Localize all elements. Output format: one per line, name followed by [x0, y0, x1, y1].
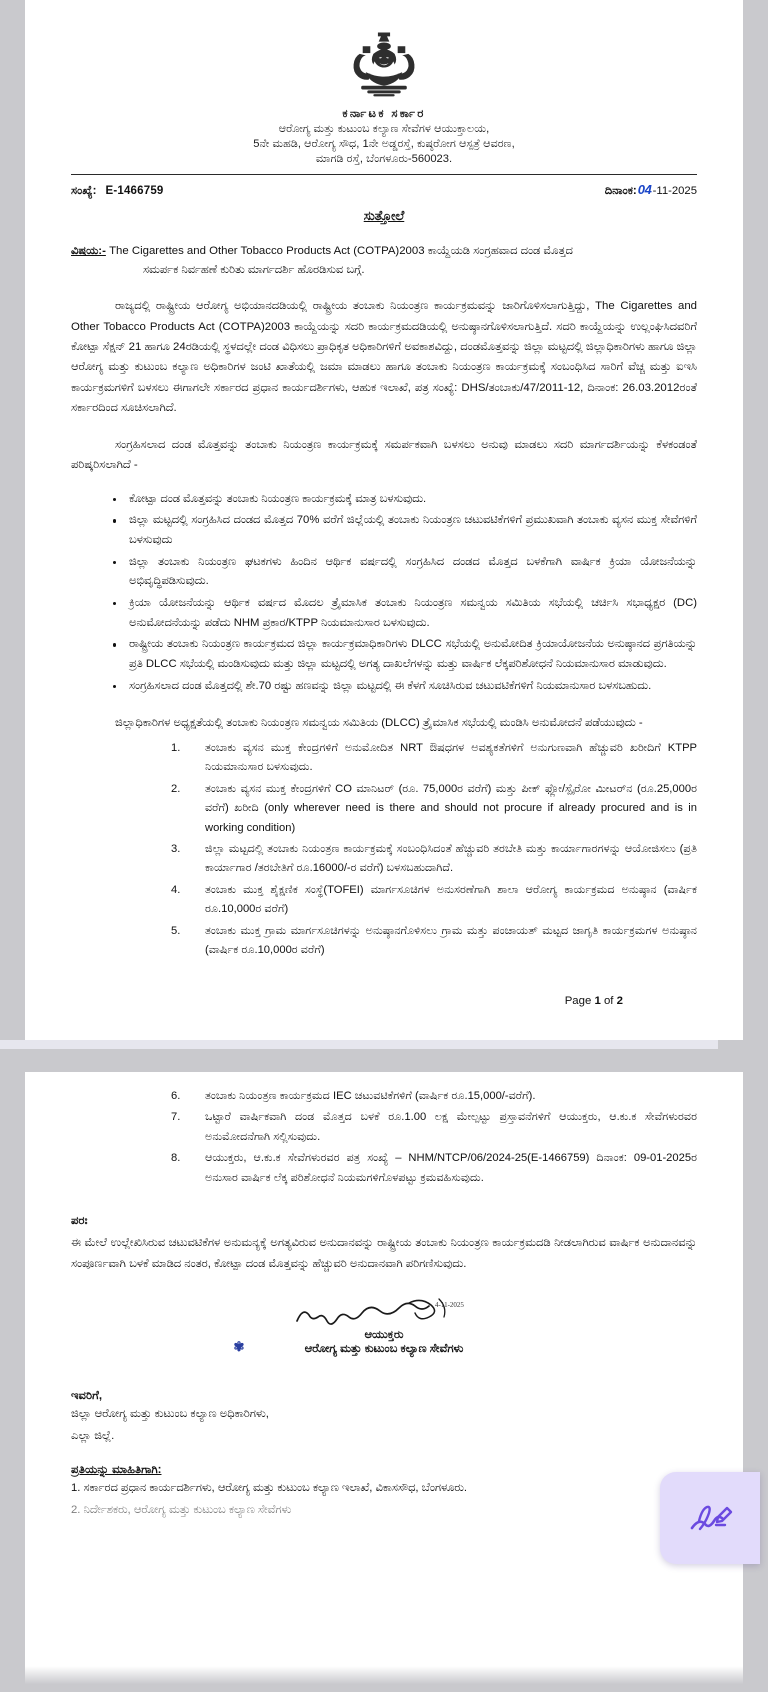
date-label: ದಿನಾಂಕ: — [604, 185, 637, 198]
list-item: ಸಂಗ್ರಹಿಸಲಾದ ದಂಡ ಮೊತ್ತದಲ್ಲಿ ಶೇ.70 ರಷ್ಟು ಹಣವನ್ನು ಜಿಲ್ಲಾ ಮಟ್ಟದಲ್ಲಿ ಈ ಕೆಳಗೆ ಸೂಚಿಸಿರುವ ಚಟುವಟಿಕೆಗಳಿಗೆ ನಿಯಮಾನುಸಾರ ಬಳಸಬಹುದು. — [111, 677, 697, 697]
distribution-line-2: ಎಲ್ಲಾ ಜಿಲ್ಲೆ. — [71, 1429, 115, 1442]
list-item: ಕೋಟ್ಪಾ ದಂಡ ಮೊತ್ತವನ್ನು ತಂಬಾಕು ನಿಯಂತ್ರಣ ಕಾರ್ಯಕ್ರಮಕ್ಕೆ ಮಾತ್ರ ಬಳಸುವುದು. — [111, 490, 697, 510]
page-footer-current: 1 — [594, 994, 601, 1007]
list-item: ಜಿಲ್ಲಾ ಮಟ್ಟದಲ್ಲಿ ಸಂಗ್ರಹಿಸಿದ ದಂಡದ ಮೊತ್ತದ 70% ವರೆಗೆ ಜಿಲ್ಲೆಯಲ್ಲಿ ತಂಬಾಕು ನಿಯಂತ್ರಣ ಚಟುವಟಿಕೆಗಳಿಗೆ ಪ್ರಮುಖವಾಗಿ ತಂಬಾಕು ವ್ಯಸನ ಮುಕ್ತ ಸೇವೆಗಳಿಗೆ ಬಳಸುವುದು — [111, 511, 697, 550]
closing-paragraph: ಈ ಮೇಲೆ ಉಲ್ಲೇಖಿಸಿರುವ ಚಟುವಟಿಕೆಗಳ ಅನುಮನ್ಯಕ್ಕೆ ಅಗತ್ಯವಿರುವ ಅನುದಾನವನ್ನು ರಾಷ್ಟ್ರೀಯ ತಂಬಾಕು ನಿಯಂತ್ರಣ ಕಾರ್ಯಕ್ರಮದಡಿ ನೀಡಲಾಗಿರುವ ವಾರ್ಷಿಕ ಅನುದಾನವನ್ನು ಸಂಪೂರ್ಣವಾಗಿ ಬಳಕೆ ಮಾಡಿದ ನಂತರ, ಕೋಟ್ಪಾ ದಂಡ ಮೊತ್ತವನ್ನು ಹೆಚ್ಚುವರಿ ಅನುದಾನವಾಗಿ ಪರಿಗಣಿಸುವುದು. — [71, 1237, 697, 1271]
org-line-1: ಕರ್ನಾಟಕ ಸರ್ಕಾರ — [342, 108, 426, 120]
page-separator — [0, 1040, 743, 1072]
svg-text:4-11-2025: 4-11-2025 — [435, 1300, 464, 1309]
list-item: ತಂಬಾಕು ವ್ಯಸನ ಮುಕ್ತ ಕೇಂದ್ರಗಳಿಗೆ CO ಮಾನಿಟರ್ (ರೂ. 75,000ರ ವರೆಗೆ) ಮತ್ತು ಪೀಕ್ ಫ್ಲೋ/ಸ್ಪೈರೋ ಮೀಟರ್‌ನ (ರೂ.25,000ರ ವರೆಗೆ) ಖರೀದಿ (only wherever need is there and should not procure if already procured and is in working condition) — [205, 782, 697, 834]
subject-text-line1: The Cigarettes and Other Tobacco Products Act (COTPA)2003 ಕಾಯ್ದೆಯಡಿ ಸಂಗ್ರಹವಾದ ದಂಡ ಮೊತ್ತದ — [109, 245, 573, 258]
approved-activities-list-page1 — [71, 739, 697, 961]
distribution-heading: ಇವರಿಗೆ, — [71, 1388, 103, 1402]
closing-label: ಪರಃ — [71, 1214, 88, 1228]
list-item: ತಂಬಾಕು ಮುಕ್ತ ಶೈಕ್ಷಣಿಕ ಸಂಸ್ಥೆ(TOFEI) ಮಾರ್ಗಸೂಚಿಗಳ ಅನುಸರಣೆಗಾಗಿ ಶಾಲಾ ಆರೋಗ್ಯ ಕಾರ್ಯಕ್ರಮದ ಅನುಷ್ಠಾನ (ವಾರ್ಷಿಕ ರೂ.10,000ರ ವರೆಗೆ) — [205, 883, 697, 916]
subject-block — [71, 242, 697, 279]
org-line-3: 5ನೇ ಮಹಡಿ, ಆರೋಗ್ಯ ಸೌಧ, 1ನೇ ಅಡ್ಡರಸ್ತೆ, ಕುಷ್ಠರೋಗ ಆಸ್ಪತ್ರೆ ಆವರಣ, — [253, 138, 515, 151]
handwritten-signature — [289, 1293, 479, 1333]
emblem-container — [25, 22, 743, 104]
org-line-4: ಮಾಗಡಿ ರಸ್ತೆ, ಬೆಂಗಳೂರು-560023. — [315, 153, 453, 166]
sign-document-button[interactable] — [660, 1472, 760, 1564]
page-footer-middle: of — [600, 994, 617, 1007]
header-divider — [71, 174, 697, 175]
org-line-2: ಆರೋಗ್ಯ ಮತ್ತು ಕುಟುಂಬ ಕಲ್ಯಾಣ ಸೇವೆಗಳ ಆಯುಕ್ತಾಲಯ, — [278, 123, 490, 136]
body-paragraph-2: ಸಂಗ್ರಹಿಸಲಾದ ದಂಡ ಮೊತ್ತವನ್ನು ತಂಬಾಕು ನಿಯಂತ್ರಣ ಕಾರ್ಯಕ್ರಮಕ್ಕೆ ಸಮರ್ಪಕವಾಗಿ ಬಳಸಲು ಅನುವು ಮಾಡಲು ಸದರಿ ಮಾರ್ಗದರ್ಶಿಯನ್ನು ಕೆಳಕಂಡಂತೆ ಪರಿಷ್ಕರಿಸಲಾಗಿದೆ - — [71, 439, 697, 472]
signatory-designation — [71, 1338, 697, 1356]
copy-to-line-2: 2. ನಿರ್ದೇಶಕರು, ಆರೋಗ್ಯ ಮತ್ತು ಕುಟುಂಬ ಕಲ್ಯಾಣ ಸೇವೆಗಳು — [71, 1503, 292, 1516]
date-remainder: -11-2025 — [652, 185, 697, 198]
pen-signature-icon — [687, 1495, 733, 1541]
organization-header — [25, 107, 743, 167]
signature-scribble-icon — [289, 1293, 479, 1333]
list-item: ರಾಷ್ಟ್ರೀಯ ತಂಬಾಕು ನಿಯಂತ್ರಣ ಕಾರ್ಯಕ್ರಮದ ಜಿಲ್ಲಾ ಕಾರ್ಯಕ್ರಮಾಧಿಕಾರಿಗಳು DLCC ಸಭೆಯಲ್ಲಿ ಅನುಮೋದಿತ ಕ್ರಿಯಾಯೋಜನೆಯ ಅನುಷ್ಠಾನದ ಪ್ರಗತಿಯನ್ನು ಪ್ರತಿ DLCC ಸಭೆಯಲ್ಲಿ ಮಂಡಿಸುವುದು ಮತ್ತು ಜಿಲ್ಲಾ ಮಟ್ಟದಲ್ಲಿ ಅಗತ್ಯ ದಾಖಲೆಗಳನ್ನು ಮತ್ತು ವಾರ್ಷಿಕ ಲೆಕ್ಕಪರಿಶೋಧನೆ ನಿಯಮಾನುಸಾರ ಮಾಡುವುದು. — [111, 635, 697, 674]
signature-area — [71, 1293, 697, 1367]
list-item: ಜಿಲ್ಲಾ ತಂಬಾಕು ನಿಯಂತ್ರಣ ಘಟಕಗಳು ಹಿಂದಿನ ಆರ್ಥಿಕ ವರ್ಷದಲ್ಲಿ ಸಂಗ್ರಹಿಸಿದ ದಂಡದ ಮೊತ್ತದ ಬಳಕೆಗಾಗಿ ವಾರ್ಷಿಕ ಕ್ರಿಯಾ ಯೋಜನೆಯನ್ನು ಅಭಿವೃದ್ಧಿಪಡಿಸುವುದು. — [111, 553, 697, 592]
reference-date-row — [71, 182, 697, 198]
reference-block — [71, 185, 164, 198]
list-item: ಕ್ರಿಯಾ ಯೋಜನೆಯನ್ನು ಆರ್ಥಿಕ ವರ್ಷದ ಮೊದಲ ತ್ರೈಮಾಸಿಕ ತಂಬಾಕು ನಿಯಂತ್ರಣ ಸಮನ್ವಯ ಸಮಿತಿಯ ಸಭೆಯಲ್ಲಿ ಚರ್ಚಿಸಿ ಸಭಾಧ್ಯಕ್ಷರ (DC) ಅನುಮೋದನೆಯನ್ನು ಪಡೆದು NHM ಪ್ರಕಾರ/KTPP ನಿಯಮಾನುಸಾರ ಬಳಸುವುದು. — [111, 594, 697, 633]
reference-number: E-1466759 — [105, 185, 164, 198]
copy-to-heading: ಪ್ರತಿಯನ್ನು ಮಾಹಿತಿಗಾಗಿ: — [71, 1464, 162, 1477]
subject-text-line2: ಸಮರ್ಪಕ ನಿರ್ವಹಣೆ ಕುರಿತು ಮಾರ್ಗದರ್ಶಿ ಹೊರಡಿಸುವ ಬಗ್ಗೆ. — [143, 263, 365, 276]
official-seal-icon: ✾ — [233, 1338, 245, 1354]
document-title: ಸುತ್ತೋಲೆ — [363, 208, 405, 224]
karnataka-state-emblem-icon — [338, 28, 430, 104]
distribution-line-1: ಜಿಲ್ಲಾ ಆರೋಗ್ಯ ಮತ್ತು ಕುಟುಂಬ ಕಲ್ಯಾಣ ಅಧಿಕಾರಿಗಳು, — [71, 1407, 269, 1420]
document-page-2 — [25, 1072, 743, 1692]
reference-label: ಸಂಖ್ಯೆ: — [71, 185, 97, 198]
handwritten-date-day: 04 — [637, 182, 652, 198]
document-page-1 — [25, 0, 743, 1040]
page-footer-total: 2 — [616, 994, 623, 1007]
body-paragraph-3: ಜಿಲ್ಲಾಧಿಕಾರಿಗಳ ಅಧ್ಯಕ್ಷತೆಯಲ್ಲಿ ತಂಬಾಕು ನಿಯಂತ್ರಣ ಸಮನ್ವಯ ಸಮಿತಿಯ (DLCC) ತ್ರೈಮಾಸಿಕ ಸಭೆಯಲ್ಲಿ ಮಂಡಿಸಿ ಅನುಮೋದನೆ ಪಡೆಯುವುದು - — [115, 717, 643, 730]
list-item: ಆಯುಕ್ತರು, ಆ.ಕು.ಕ ಸೇವೆಗಳುರವರ ಪತ್ರ ಸಂಖ್ಯೆ – NHM/NTCP/06/2024-25(E-1466759) ದಿನಾಂಕ: 09-01-2025ರ ಅನುಸಾರ ವಾರ್ಷಿಕ ಲೆಕ್ಕ ಪರಿಶೋಧನೆ ನಿಯಮಗಳಿಗೊಳಪಟ್ಟು ಕ್ರಮವಹಿಸುವುದು. — [205, 1152, 697, 1184]
list-item: ಒಟ್ಟಾರೆ ವಾರ್ಷಿಕವಾಗಿ ದಂಡ ಮೊತ್ತದ ಬಳಕೆ ರೂ.1.00 ಲಕ್ಷ ಮೇಲ್ಪಟ್ಟು ಪ್ರಸ್ತಾವನೆಗಳಿಗೆ ಆಯುಕ್ತರು, ಆ.ಕು.ಕ ಸೇವೆಗಳುರವರ ಅನುಮೋದನೆಗಾಗಿ ಸಲ್ಲಿಸುವುದು. — [205, 1111, 697, 1143]
guidelines-bullet-list — [71, 490, 697, 697]
list-item: ತಂಬಾಕು ನಿಯಂತ್ರಣ ಕಾರ್ಯಕ್ರಮದ IEC ಚಟುವಟಿಕೆಗಳಿಗೆ (ವಾರ್ಷಿಕ ರೂ.15,000/-ವರೆಗೆ). — [205, 1090, 536, 1102]
page-footer-prefix: Page — [564, 994, 595, 1007]
list-item: ತಂಬಾಕು ಮುಕ್ತ ಗ್ರಾಮ ಮಾರ್ಗಸೂಚಿಗಳನ್ನು ಅನುಷ್ಠಾನಗೊಳಿಸಲು ಗ್ರಾಮ ಮತ್ತು ಪಂಚಾಯತ್ ಮಟ್ಟದ ಜಾಗೃತಿ ಕಾರ್ಯಕ್ರಮಗಳ ಅನುಷ್ಠಾನ (ವಾರ್ಷಿಕ ರೂ.10,000ರ ವರೆಗೆ) — [205, 924, 697, 957]
page-number-footer — [71, 995, 697, 1007]
copy-to-line-1: 1. ಸರ್ಕಾರದ ಪ್ರಧಾನ ಕಾರ್ಯದರ್ಶಿಗಳು, ಆರೋಗ್ಯ ಮತ್ತು ಕುಟುಂಬ ಕಲ್ಯಾಣ ಇಲಾಖೆ, ವಿಕಾಸಸೌಧ, ಬೆಂಗಳೂರು. — [71, 1482, 468, 1495]
signatory-name: ಆಯುಕ್ತರು — [364, 1328, 404, 1341]
subject-label: ವಿಷಯ:- — [71, 245, 106, 258]
date-block — [605, 182, 697, 198]
list-item: ತಂಬಾಕು ವ್ಯಸನ ಮುಕ್ತ ಕೇಂದ್ರಗಳಿಗೆ ಅನುಮೋದಿತ NRT ಔಷಧಗಳ ಅವಶ್ಯಕತೆಗಳಿಗೆ ಅನುಗುಣವಾಗಿ ಹೆಚ್ಚುವರಿ ಖರೀದಿಗೆ KTPP ನಿಯಮಾನುಸಾರ ಬಳಸುವುದು. — [205, 741, 697, 774]
signatory-designation-text: ಆರೋಗ್ಯ ಮತ್ತು ಕುಟುಂಬ ಕಲ್ಯಾಣ ಸೇವೆಗಳು — [304, 1342, 464, 1355]
body-paragraph-1: ರಾಜ್ಯದಲ್ಲಿ ರಾಷ್ಟ್ರೀಯ ಆರೋಗ್ಯ ಅಭಿಯಾನದಡಿಯಲ್ಲಿ ರಾಷ್ಟ್ರೀಯ ತಂಬಾಕು ನಿಯಂತ್ರಣ ಕಾರ್ಯಕ್ರಮವನ್ನು ಜಾರಿಗೊಳಿಸಲಾಗುತ್ತಿದ್ದು, The Cigarettes and Other Tobacco Products Act (COTPA)2003 ಕಾಯ್ದೆಯನ್ನು ಸದರಿ ಕಾರ್ಯಕ್ರಮದಡಿಯಲ್ಲಿ ಅನುಷ್ಠಾನಗೊಳಿಸಲಾಗುತ್ತಿದೆ. ಸದರಿ ಕಾಯ್ದೆಯನ್ನು ಉಲ್ಲಂಘಿಸಿದವರಿಗೆ ಕೋಟ್ಪಾ ಸೆಕ್ಷನ್ 21 ಹಾಗೂ 24ರಡಿಯಲ್ಲಿ ಸ್ಥಳದಲ್ಲೇ ದಂಡ ವಿಧಿಸಲು ಪ್ರಾಧಿಕೃತ ಅಧಿಕಾರಿಗಳಿಗೆ ಅವಕಾಶವಿದ್ದು, ದಂಡಮೊತ್ತವನ್ನು ಜಿಲ್ಲಾ ಮಟ್ಟದಲ್ಲಿ ಜಿಲ್ಲಾಧಿಕಾರಿಗಳು ಹಾಗೂ ಜಿಲ್ಲಾ ಆರೋಗ್ಯ ಮತ್ತು ಕುಟುಂಬ ಕಲ್ಯಾಣ ಅಧಿಕಾರಿಗಳ ಜಂಟಿ ಖಾತೆಯಲ್ಲಿ ಜಮಾ ಮಾಡಲು ಹಾಗೂ ತಂಬಾಕು ನಿಯಂತ್ರಣ ಕಾರ್ಯಕ್ರಮಕ್ಕೆ ಸಂಬಂಧಿಸಿದ ಸಾರಿಗೆ ವೆಚ್ಚ ಮತ್ತು ಐಇಸಿ ಕಾರ್ಯಕ್ರಮಗಳಿಗೆ ಬಳಸಲು ಈಗಾಗಲೇ ಸರ್ಕಾರದ ಪ್ರಧಾನ ಕಾರ್ಯದರ್ಶಿಗಳು, ಆಹುಕ ಇಲಾಖೆ, ಪತ್ರ ಸಂಖ್ಯೆ: DHS/ತಂಬಾಕು/47/2011-12, ದಿನಾಂಕ: 26.03.2012ರಂತೆ ಸರ್ಕಾರದಿಂದ ಸೂಚಿಸಲಾಗಿದೆ. — [71, 300, 697, 414]
list-item: ಜಿಲ್ಲಾ ಮಟ್ಟದಲ್ಲಿ ತಂಬಾಕು ನಿಯಂತ್ರಣ ಕಾರ್ಯಕ್ರಮಕ್ಕೆ ಸಂಬಂಧಿಸಿದಂತೆ ಹೆಚ್ಚುವರಿ ತರಬೇತಿ ಮತ್ತು ಕಾರ್ಯಾಗಾರಗಳನ್ನು ಆಯೋಜಿಸಲು (ಪ್ರತಿ ಕಾರ್ಯಾಗಾರ /ತರಬೇತಿಗೆ ರೂ.16000/-ರ ವರೆಗೆ) ಬಳಸಬಹುದಾಗಿದೆ. — [205, 843, 697, 875]
approved-activities-list-page2 — [71, 1087, 697, 1188]
